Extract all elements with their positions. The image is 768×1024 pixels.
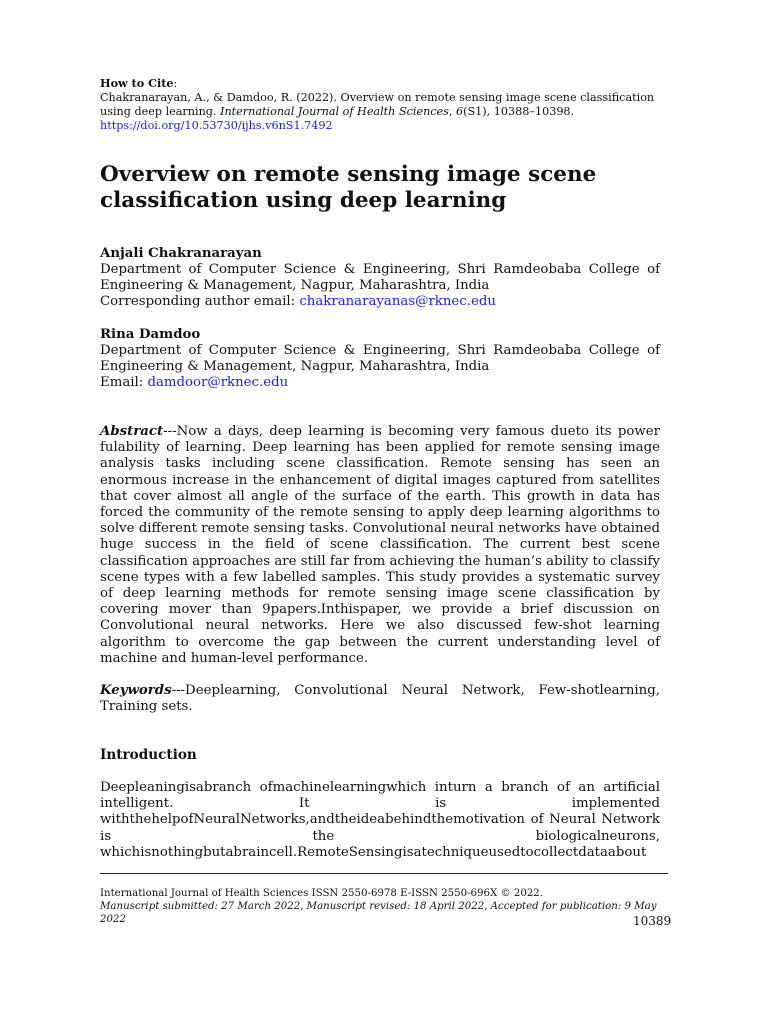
intro-line-2 bbox=[100, 796, 660, 812]
author-email-line bbox=[100, 375, 660, 391]
abstract-text: ---Now a days, deep learning is becoming very famous dueto its power fulability of learning. Deep learning has been applied for remote sensing image analysis tasks including scene classification. Remote sensing has seen an enormous increase in the enhancement of digital images captured from satellites that cover almost all angle of the surface of the earth. This growth in data has forced the community of the remote sensing to apply deep learning algorithms to solve different remote sensing tasks. Convolutional neural networks have obtained huge success in the field of scene classification. The current best scene classification approaches are still far from achieving the human’s ability to classify scene types with a few labelled samples. This study provides a systematic survey of deep learning methods for remote sensing image scene classification by covering mover than 9papers.Inthispaper, we provide a brief discussion on Convolutional neural networks. Here we also discussed few-shot learning algorithm to overcome the gap between the current understanding level of machine and human-level performance. bbox=[100, 424, 660, 666]
how-to-cite-label: How to Cite bbox=[100, 76, 174, 90]
abstract-paragraph bbox=[100, 424, 660, 667]
intro-word: biologicalneurons, bbox=[535, 828, 660, 844]
author-email-label: Email: bbox=[100, 375, 148, 390]
title-line-1: Overview on remote sensing image scene bbox=[100, 162, 597, 187]
citation-separator: , bbox=[448, 105, 457, 118]
intro-line-3: withthehelpofNeuralNetworks,andtheideabehindthemotivation of Neural Network bbox=[100, 812, 660, 828]
page-number: 10389 bbox=[633, 914, 672, 928]
author-name: Anjali Chakranarayan bbox=[100, 246, 262, 261]
intro-line-4 bbox=[100, 829, 660, 845]
author-email-link[interactable]: damdoor@rknec.edu bbox=[147, 375, 289, 390]
keywords-text: ---Deeplearning, Convolutional Neural Network, Few-shotlearning, Training sets. bbox=[100, 683, 660, 715]
page-footer bbox=[100, 887, 668, 926]
author-email-link[interactable]: chakranarayanas@rknec.edu bbox=[299, 294, 496, 309]
keywords-label: Keywords bbox=[100, 683, 172, 698]
citation-pages: (S1), 10388–10398. bbox=[463, 105, 575, 118]
intro-word: the bbox=[312, 828, 335, 844]
author-block-1 bbox=[100, 246, 660, 310]
introduction-body bbox=[100, 780, 660, 861]
author-affiliation-line-2: Engineering & Management, Nagpur, Maharashtra, India bbox=[100, 359, 490, 374]
author-email-line bbox=[100, 294, 660, 310]
author-affiliation-line-1: Department of Computer Science & Engineering, Shri Ramdeobaba College of bbox=[100, 343, 660, 358]
citation-journal: International Journal of Health Sciences bbox=[220, 105, 449, 118]
intro-line-1: Deepleaningisabranch ofmachinelearningwhich inturn a branch of an artificial bbox=[100, 780, 660, 795]
citation-volume: 6 bbox=[456, 105, 464, 118]
intro-word: implemented bbox=[571, 796, 660, 812]
citation-line-1: Chakranarayan, A., & Damdoo, R. (2022). Overview on remote sensing image scene classification bbox=[100, 91, 655, 104]
how-to-cite-block bbox=[100, 76, 660, 133]
keywords-paragraph bbox=[100, 683, 660, 715]
citation-text: using deep learning. bbox=[100, 105, 221, 118]
intro-word: is bbox=[435, 796, 447, 812]
intro-word: is bbox=[100, 828, 112, 844]
intro-word: intelligent. bbox=[100, 796, 174, 812]
footer-submission-line: Manuscript submitted: 27 March 2022, Manuscript revised: 18 April 2022, Accepted for publication: 9 May 2022 bbox=[100, 901, 657, 925]
how-to-cite-colon: : bbox=[173, 77, 178, 90]
doi-link[interactable]: https://doi.org/10.53730/ijhs.v6nS1.7492 bbox=[100, 119, 333, 132]
title-line-2: classification using deep learning bbox=[100, 188, 507, 213]
intro-line-5: whichisnothingbutabraincell.RemoteSensingisatechniqueusedtocollectdataabout bbox=[100, 844, 647, 860]
author-email-label: Corresponding author email: bbox=[100, 294, 300, 309]
footer-divider bbox=[100, 873, 668, 874]
citation-line-2 bbox=[100, 105, 660, 119]
author-affiliation-line-2: Engineering & Management, Nagpur, Maharashtra, India bbox=[100, 278, 490, 293]
abstract-label: Abstract bbox=[100, 424, 164, 439]
footer-journal-line: International Journal of Health Sciences ISSN 2550-6978 E-ISSN 2550-696X © 2022. bbox=[100, 888, 544, 899]
author-name: Rina Damdoo bbox=[100, 327, 201, 342]
intro-word: It bbox=[298, 796, 310, 812]
how-to-cite-heading bbox=[100, 76, 660, 91]
paper-page bbox=[100, 0, 672, 1024]
author-block-2 bbox=[100, 327, 660, 391]
paper-title bbox=[100, 162, 660, 214]
author-affiliation-line-1: Department of Computer Science & Engineering, Shri Ramdeobaba College of bbox=[100, 262, 660, 277]
introduction-heading: Introduction bbox=[100, 747, 197, 763]
